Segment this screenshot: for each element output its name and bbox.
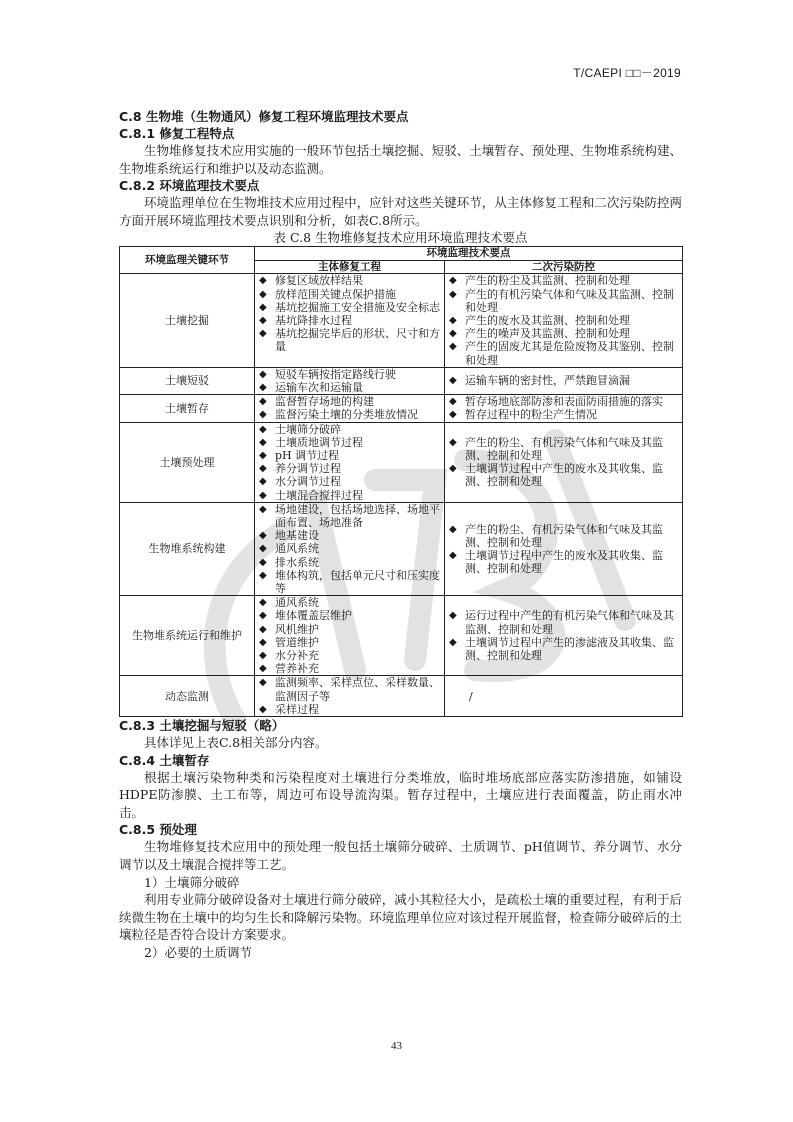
section-c83-text: 具体详见上表C.8相关部分内容。 [144,735,328,751]
list-item: ◆ 产生的粉尘、有机污染气体和气味及其监测、控制和处理 [445,523,680,549]
header-secondary-pollution: 二次污染防控 [445,260,683,274]
secondary-points-cell [445,395,683,422]
table-row [120,596,683,676]
secondary-points-cell [445,502,683,595]
header-main-works: 主体修复工程 [255,260,445,274]
list-item: ◆ 产生的废水及其监测、控制和处理 [445,314,680,327]
main-points-cell [255,502,445,595]
secondary-points-cell [445,596,683,676]
main-points-cell [255,676,445,717]
monitoring-points-table [119,246,683,717]
section-c82-title: C.8.2 环境监理技术要点 [119,178,260,194]
section-c85-item1: 1）土壤筛分破碎 [144,874,240,890]
list-item: ◆ 修复区域放样结果 [255,274,442,287]
row-key: 土壤暂存 [120,395,255,422]
list-item: ◆ 运输车辆的密封性，严禁跑冒滴漏 [445,374,680,387]
main-points-cell [255,367,445,394]
table-row [120,274,683,367]
list-item: ◆ 土壤混合搅拌过程 [255,489,442,502]
list-item: ◆ 土壤调节过程中产生的废水及其收集、监测、控制和处理 [445,549,680,575]
row-key: 土壤短驳 [120,367,255,394]
row-key: 土壤预处理 [120,422,255,502]
secondary-points-cell [445,422,683,502]
not-applicable-mark: / [469,689,473,703]
list-item: ◆ 监测频率、采样点位、采样数量、监测因子等 [255,676,442,702]
section-c85-item2: 2）必要的土质调节 [144,945,252,961]
list-item: ◆ 地基建设 [255,529,442,542]
list-item: ◆ 通风系统 [255,596,442,609]
section-c84-title: C.8.4 土壤暂存 [119,752,210,768]
table-row [120,367,683,394]
header-technical-points: 环境监理技术要点 [255,247,683,261]
row-key: 土壤挖掘 [120,274,255,367]
main-points-cell [255,596,445,676]
list-item: ◆ 水分调节过程 [255,475,442,488]
section-c81-text: 生物堆修复技术应用实施的一般环节包括土壤挖掘、短驳、土壤暂存、预处理、生物堆系统构建、生物堆系统运行和维护以及动态监测。 [119,143,682,176]
section-c8-title: C.8 生物堆（生物通风）修复工程环境监理技术要点 [119,109,409,124]
list-item: ◆ 短驳车辆按指定路线行驶 [255,368,442,381]
standard-code: T/CAEPI □□－2019 [573,66,681,80]
list-item: ◆ 采样过程 [255,703,442,716]
list-item: ◆ 运行过程中产生的有机污染气体和气味及其监测、控制和处理 [445,609,680,635]
row-key: 生物堆系统构建 [120,502,255,595]
list-item: ◆ 管道维护 [255,636,442,649]
list-item: ◆ 营养补充 [255,662,442,675]
table-caption: 表 C.8 生物堆修复技术应用环境监理技术要点 [273,230,528,246]
table-row [120,502,683,595]
document-body [119,108,682,962]
list-item: ◆ 放样范围关键点保护措施 [255,288,442,301]
section-c84-text: 根据土壤污染物种类和污染程度对土壤进行分类堆放，临时堆场底部应落实防渗措施，如铺设HDPE防渗膜、土工布等，周边可布设导流沟渠。暂存过程中，土壤应进行表面覆盖，防止雨水冲击。 [119,769,682,820]
list-item: ◆ 基坑挖掘施工安全措施及安全标志 [255,301,442,314]
header-key-stage: 环境监理关键环节 [120,247,255,274]
list-item: ◆ 水分补充 [255,649,442,662]
list-item: ◆ 排水系统 [255,556,442,569]
secondary-points-cell [445,676,683,717]
secondary-points-cell [445,367,683,394]
list-item: ◆ 养分调节过程 [255,462,442,475]
row-key: 动态监测 [120,676,255,717]
list-item: ◆ 产生的粉尘及其监测、控制和处理 [445,274,680,287]
section-c85-title: C.8.5 预处理 [119,822,197,838]
list-item: ◆ 通风系统 [255,542,442,555]
list-item: ◆ 暂存场地底部防渗和表面防雨措施的落实 [445,395,680,408]
section-c85-text: 生物堆修复技术应用中的预处理一般包括土壤筛分破碎、土质调节、pH值调节、养分调节、水分调节以及土壤混合搅拌等工艺。 [119,839,682,873]
section-c82-text: 环境监理单位在生物堆技术应用过程中，应针对这些关键环节，从主体修复工程和二次污染防控两方面开展环境监理技术要点识别和分析，如表C.8所示。 [119,195,682,228]
list-item: ◆ 产生的噪声及其监测、控制和处理 [445,327,680,340]
table-row [120,395,683,422]
list-item: ◆ 运输车次和运输量 [255,381,442,394]
list-item: ◆ 堆体构筑，包括单元尺寸和压实度等 [255,569,442,595]
secondary-points-cell [445,274,683,367]
list-item: ◆ 产生的有机污染气体和气味及其监测、控制和处理 [445,288,680,314]
list-item: ◆ 监督污染土壤的分类堆放情况 [255,408,442,421]
list-item: ◆ 土壤质地调节过程 [255,436,442,449]
list-item: ◆ 暂存过程中的粉尘产生情况 [445,408,680,421]
page-number: 43 [391,1040,402,1052]
main-points-cell [255,395,445,422]
list-item: ◆ 土壤调节过程中产生的渗滤液及其收集、监测、控制和处理 [445,636,680,662]
list-item: ◆ 基坑降排水过程 [255,314,442,327]
list-item: ◆ 监督暂存场地的构建 [255,395,442,408]
list-item: ◆ 产生的粉尘、有机污染气体和气味及其监测、控制和处理 [445,436,680,462]
list-item: ◆ 堆体覆盖层维护 [255,609,442,622]
section-c83-title: C.8.3 土壤挖掘与短驳（略） [119,718,285,734]
table-row [120,676,683,717]
main-points-cell [255,274,445,367]
list-item: ◆ 土壤筛分破碎 [255,423,442,436]
list-item: ◆ 场地建设，包括场地选择、场地平面布置、场地准备 [255,503,442,529]
list-item: ◆ pH 调节过程 [255,449,442,462]
list-item: ◆ 土壤调节过程中产生的废水及其收集、监测、控制和处理 [445,462,680,488]
main-points-cell [255,422,445,502]
section-c81-title: C.8.1 修复工程特点 [119,126,235,141]
table-row [120,422,683,502]
list-item: ◆ 产生的固废尤其是危险废物及其鉴别、控制和处理 [445,340,680,366]
row-key: 生物堆系统运行和维护 [120,596,255,676]
list-item: ◆ 基坑挖掘完毕后的形状、尺寸和方量 [255,327,442,353]
list-item: ◆ 风机维护 [255,623,442,636]
section-c85-item1-text: 利用专业筛分破碎设备对土壤进行筛分破碎，减小其粒径大小，是疏松土壤的重要过程，有利于后续微生物在土壤中的均匀生长和降解污染物。环境监理单位应对该过程开展监督，检查筛分破碎后的土壤粒径是否符合设计方案要求。 [119,892,682,943]
